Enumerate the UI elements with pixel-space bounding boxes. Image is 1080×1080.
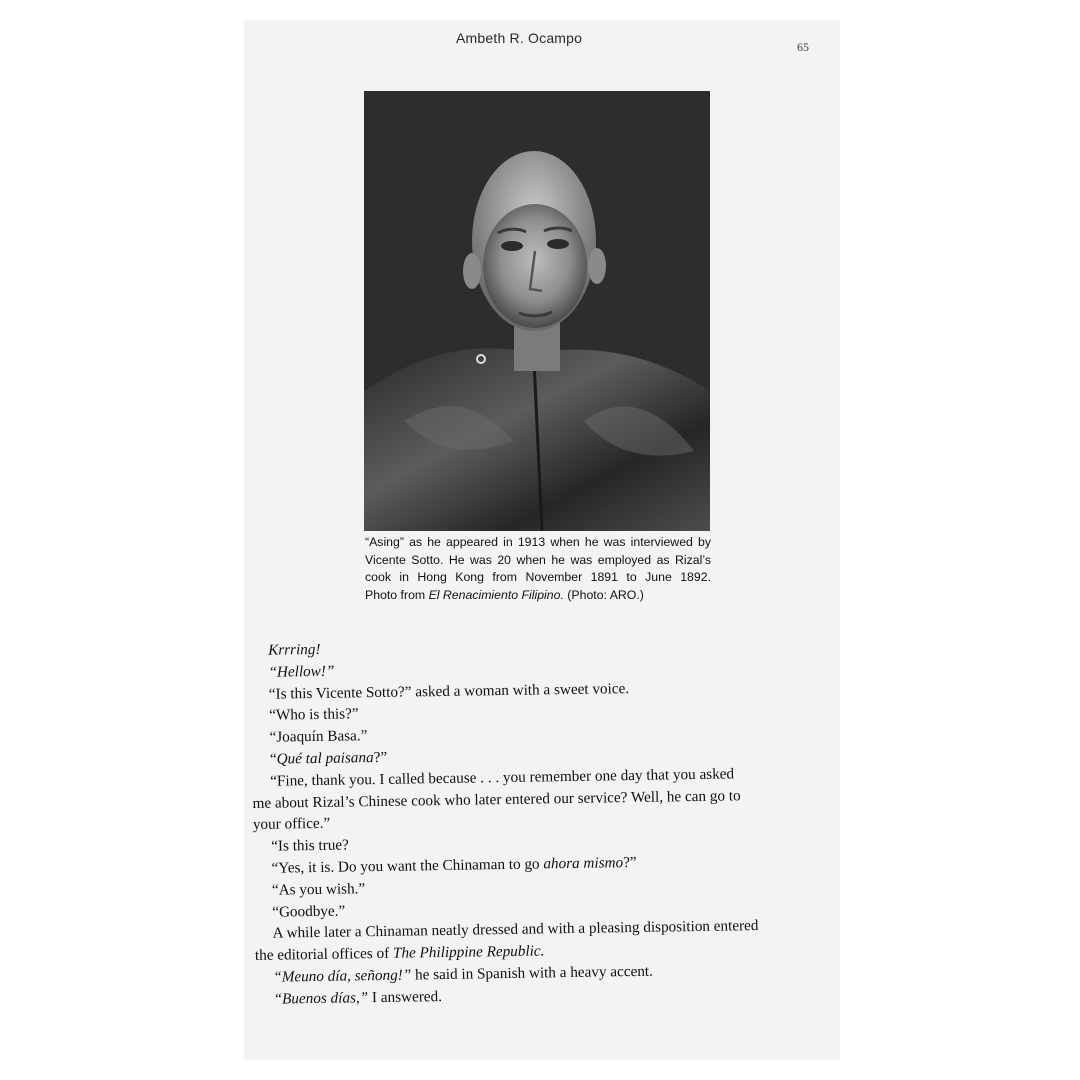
italic-phrase: “Buenos días,” [273, 988, 369, 1008]
caption-text: Photo from [365, 587, 429, 602]
portrait-photo [364, 91, 710, 531]
text-line: “Is this true? [271, 836, 349, 855]
narration: I answered. [368, 987, 443, 1006]
text-line: A while later a Chinaman neatly dressed and with a pleasing disposition entered [272, 917, 759, 943]
sound-effect: Krrring! [268, 640, 321, 659]
caption-line [365, 587, 711, 605]
dialogue: “Hellow!” [268, 662, 335, 681]
italic-phrase: ahora mismo [543, 854, 624, 873]
text-line: “Who is this?” [269, 705, 359, 725]
text-line: me about Rizal’s Chinese cook who later entered our service? Well, he can go to [252, 786, 741, 812]
italic-phrase: “Meuno día, señong!” [273, 966, 412, 986]
page-number: 65 [797, 40, 809, 54]
narration: the editorial offices of [254, 944, 394, 965]
caption-credit: (Photo: ARO.) [563, 587, 644, 602]
caption-line: “Asing” as he appeared in 1913 when he was interviewed by [365, 535, 711, 549]
quote-mark: “ [269, 750, 277, 768]
narration: he said in Spanish with a heavy accent. [411, 962, 654, 984]
quote-mark: ?” [373, 748, 388, 767]
caption-line: Vicente Sotto. He was 20 when he was employed as Rizal’s [365, 552, 711, 567]
publication-title: The Philippine Republic. [392, 942, 545, 962]
text-line: “Joaquín Basa.” [269, 727, 368, 746]
text-line: “As you wish.” [271, 879, 366, 899]
caption-source-title: El Renacimiento Filipino. [428, 587, 564, 602]
text-line: “Goodbye.” [272, 902, 346, 921]
photo-caption [365, 534, 711, 604]
text-line: your office.” [252, 815, 331, 834]
text-line: “Fine, thank you. I called because . . . you remember one day that you asked [270, 765, 735, 790]
body-text [250, 631, 816, 1010]
running-head-author: Ambeth R. Ocampo [456, 30, 583, 46]
caption-line: cook in Hong Kong from November 1891 to June 1892. [365, 570, 711, 585]
quote-mark: ?” [622, 853, 637, 872]
dialogue: “Yes, it is. Do you want the Chinaman to go [271, 855, 544, 877]
italic-phrase: Qué tal paisana [276, 749, 374, 768]
text-line: “Is this Vicente Sotto?” asked a woman with a sweet voice. [268, 679, 630, 703]
